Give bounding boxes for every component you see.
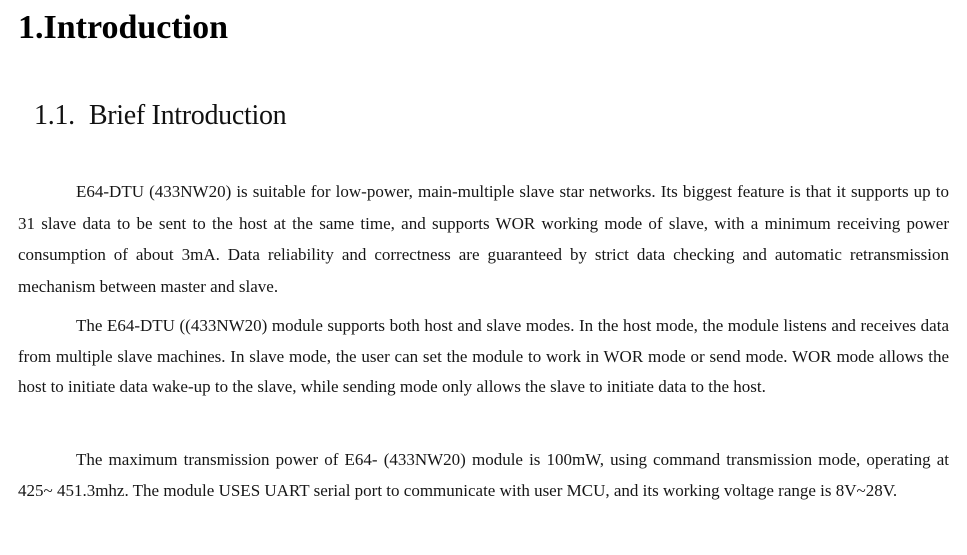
section-number: 1.1. — [34, 100, 75, 131]
section-title: Brief Introduction — [88, 100, 287, 131]
paragraph-modes: The E64-DTU ((433NW20) module supports both host and slave modes. In the host mode, the module listens and receives data from multiple slave machines. In slave mode, the user can set the module to work in WOR mode or send mode. WOR mode allows the host to initiate data wake-up to the slave, while sending mode only allows the slave to initiate data to the host. — [18, 316, 949, 396]
paragraph-specs: The maximum transmission power of E64- (433NW20) module is 100mW, using command transmission mode, operating at 425~ 451.3mhz. The module USES UART serial port to communicate with user MCU, and its working voltage range is 8V~28V. — [18, 450, 949, 500]
paragraph-overview: E64-DTU (433NW20) is suitable for low-power, main-multiple slave star networks. Its biggest feature is that it supports up to 31 slave data to be sent to the host at the same time, and supports WOR working mode of slave, with a minimum receiving power consumption of about 3mA. Data reliability and correctness are guaranteed by strict data checking and automatic retransmission mechanism between master and slave. — [18, 182, 949, 296]
section-heading — [34, 98, 286, 134]
chapter-heading: 1.Introduction — [18, 9, 229, 46]
